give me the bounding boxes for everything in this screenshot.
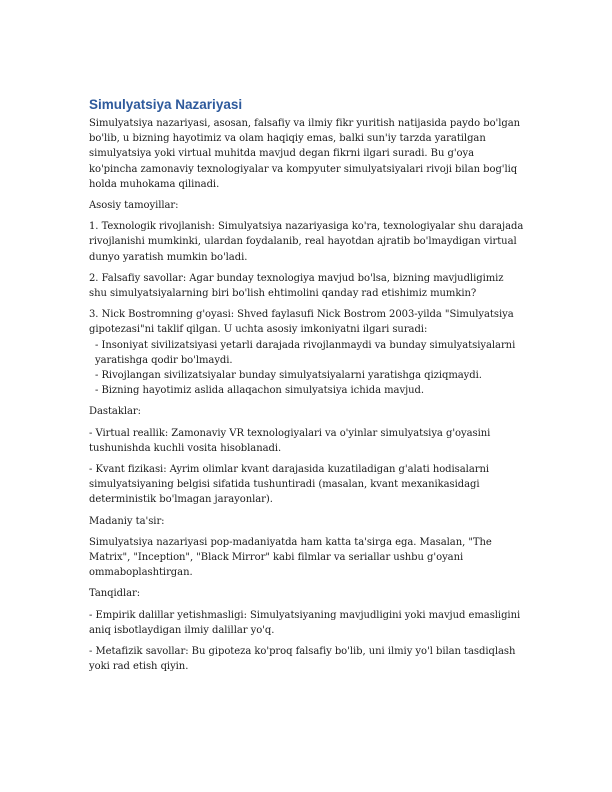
point-1: 1. Texnologik rivojlanish: Simulyatsiya nazariyasiga ko'ra, texnologiyalar shu darajada rivojlanishi mumkinki, ulardan foydalanib, real hayotdan ajratib bo'lmaydigan virtual dunyo yaratish mumkin bo'ladi. — [89, 221, 524, 263]
culture-heading: Madaniy ta'sir: — [89, 515, 165, 527]
criticism-2: - Metafizik savollar: Bu gipoteza ko'proq falsafiy bo'lib, uni ilmiy yo'l bilan tasdiqlash yoki rad etish qiyin. — [89, 646, 516, 673]
point-3-sub-3: - Bizning hayotimiz aslida allaqachon simulyatsiya ichida mavjud. — [95, 385, 424, 397]
evidence-2: - Kvant fizikasi: Ayrim olimlar kvant darajasida kuzatiladigan g'alati hodisalarni simulyatsiyaning belgisi sifatida tushuntiradi (masalan, kvant mexanikasidagi deterministik bo'lmagan jarayonlar). — [89, 464, 490, 506]
foundations-heading: Asosiy tamoyillar: — [89, 200, 179, 212]
point-2: 2. Falsafiy savollar: Agar bunday texnologiya mavjud bo'lsa, bizning mavjudligimiz shu simulyatsiyalarning biri bo'lish ehtimolini qanday rad etishimiz mumkin? — [89, 272, 504, 300]
evidence-1: - Virtual reallik: Zamonaviy VR texnologiyalari va o'yinlar simulyatsiya g'oyasini tushunishda kuchli vosita hisoblanadi. — [89, 427, 491, 454]
document-title: Simulyatsiya Nazariyasi — [89, 97, 243, 112]
criticism-heading: Tanqidlar: — [89, 588, 141, 600]
intro-paragraph: Simulyatsiya nazariyasi, asosan, falsafiy va ilmiy fikr yuritish natijasida paydo bo'lgan bo'lib, u bizning hayotimiz va olam haqiqiy emas, balki sun'iy tarzda yaratilgan simulyatsiya yoki virtual muhitda mavjud degan fikrni ilgari suradi. Bu g'oya ko'pincha zamonaviy texnologiyalar va kompyuter simulyatsiyalari rivoji bilan bog'liq holda muhokama qilinadi. — [89, 118, 521, 190]
culture-paragraph: Simulyatsiya nazariyasi pop-madaniyatda ham katta ta'sirga ega. Masalan, "The Matrix", "Inception", "Black Mirror" kabi filmlar va seriallar ushbu g'oyani ommaboplashtirgan. — [89, 536, 492, 579]
point-3: 3. Nick Bostromning g'oyasi: Shved faylasufi Nick Bostrom 2003-yilda "Simulyatsiya gipotezasi"ni taklif qilgan. U uchta asosiy imkoniyatni ilgari suradi: — [89, 309, 514, 336]
point-3-sub-1: - Insoniyat sivilizatsiyasi yetarli darajada rivojlanmaydi va bunday simulyatsiyalarni yaratishga qodir bo'lmaydi. — [95, 339, 516, 366]
point-3-sub-2: - Rivojlangan sivilizatsiyalar bunday simulyatsiyalarni yaratishga qiziqmaydi. — [95, 370, 482, 382]
criticism-1: - Empirik dalillar yetishmasligi: Simulyatsiyaning mavjudligini yoki mavjud emasligini aniq isbotlaydigan ilmiy dalillar yo'q. — [89, 609, 521, 636]
evidence-heading: Dastaklar: — [89, 406, 141, 418]
